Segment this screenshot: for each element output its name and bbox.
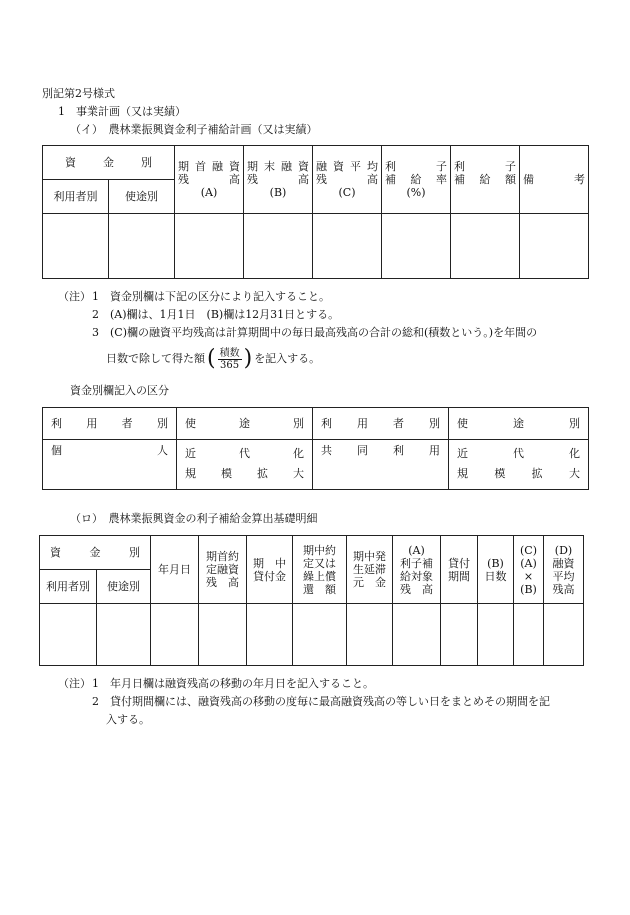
cell-empty[interactable] (43, 214, 109, 279)
cell-empty[interactable] (175, 214, 244, 279)
t3-header-loan-period: 貸付 期間 (441, 536, 478, 604)
cell-empty[interactable] (151, 604, 199, 666)
form-label: 別記第2号様式 (42, 87, 115, 100)
interest-subsidy-plan-table (42, 145, 589, 279)
div-header-riyosha2: 利 用 者 別 (313, 408, 449, 440)
div-individual: 個 人 (43, 440, 177, 490)
notes2-label: （注） (58, 677, 91, 690)
section1-title: 1 事業計画（又は実績） (58, 105, 186, 118)
t3-header-loans: 期 中 貸付金 (247, 536, 293, 604)
notes1-item3: 3 (C)欄の融資平均残高は計算期間中の毎日最高残高の合計の総和(積数という。)を年間の (92, 326, 538, 339)
t3-header-opening-balance: 期首約 定融資 残 高 (199, 536, 247, 604)
header-shikin-betsu: 資 金 別 (43, 146, 175, 180)
t3-header-riyosha-betsu: 利用者別 (40, 570, 97, 604)
cell-empty[interactable] (244, 214, 313, 279)
cell-empty[interactable] (109, 214, 175, 279)
header-col-c: 融資平均 残 高 (C) (313, 146, 382, 214)
cell-empty[interactable] (451, 214, 520, 279)
t3-header-shikin-betsu: 資 金 別 (40, 536, 151, 570)
notes1-item1: 1 資金別欄は下記の区分により記入すること。 (92, 290, 330, 303)
cell-empty[interactable] (382, 214, 451, 279)
t3-header-subsidy-balance: (A) 利子補 給対象 残 高 (393, 536, 441, 604)
notes1-item2: 2 (A)欄は、1月1日 (B)欄は12月31日とする。 (92, 308, 340, 321)
cell-empty[interactable] (544, 604, 584, 666)
t3-header-days: (B) 日数 (478, 536, 514, 604)
cell-empty[interactable] (293, 604, 347, 666)
header-amount: 利 子 補 給 額 (451, 146, 520, 214)
cell-empty[interactable] (347, 604, 393, 666)
div-header-riyosha: 利 用 者 別 (43, 408, 177, 440)
t3-header-product: (C) (A) × (B) (514, 536, 544, 604)
fraction: ( 積数 365 ) (207, 346, 253, 371)
cell-empty[interactable] (478, 604, 514, 666)
div-usage-1: 近 代 化 規 模 拡 大 (177, 440, 313, 490)
t3-header-repayment: 期中約 定又は 繰上償 還 額 (293, 536, 347, 604)
cell-empty[interactable] (520, 214, 589, 279)
cell-empty[interactable] (97, 604, 151, 666)
notes2-item2: 2 貸付期間欄には、融資残高の移動の度毎に最高融資残高の等しい日をまとめその期間を記 (92, 695, 550, 708)
t3-header-avg-balance: (D) 融資 平均 残高 (544, 536, 584, 604)
cell-empty[interactable] (247, 604, 293, 666)
header-riyosha-betsu: 利用者別 (43, 180, 109, 214)
header-remarks: 備 考 (520, 146, 589, 214)
sub2-title: （ロ） 農林業振興資金の利子補給金算出基礎明細 (70, 512, 318, 525)
t3-header-date: 年月日 (151, 536, 199, 604)
cell-empty[interactable] (313, 214, 382, 279)
calculation-detail-table (39, 535, 584, 666)
header-col-a: 期首融資 残 高 (A) (175, 146, 244, 214)
header-rate: 利 子 補 給 率 (%) (382, 146, 451, 214)
division-title: 資金別欄記入の区分 (70, 384, 169, 397)
cell-empty[interactable] (40, 604, 97, 666)
notes2-item1: 1 年月日欄は融資残高の移動の年月日を記入すること。 (92, 677, 374, 690)
div-joint-use: 共 同 利 用 (313, 440, 449, 490)
header-yoto-betsu: 使途別 (109, 180, 175, 214)
t3-header-yoto-betsu: 使途別 (97, 570, 151, 604)
header-col-b: 期末融資 残 高 (B) (244, 146, 313, 214)
cell-empty[interactable] (199, 604, 247, 666)
notes1-item3-cont: 日数で除して得た額 ( 積数 365 ) を記入する。 (106, 346, 321, 371)
cell-empty[interactable] (441, 604, 478, 666)
div-usage-2: 近 代 化 規 模 拡 大 (449, 440, 589, 490)
notes1-label: （注） (58, 290, 91, 303)
t3-header-arrears: 期中発 生延滞 元 金 (347, 536, 393, 604)
notes2-item2-cont: 入する。 (106, 713, 150, 726)
cell-empty[interactable] (514, 604, 544, 666)
sub1-title: （イ） 農林業振興資金利子補給計画（又は実績） (70, 123, 318, 136)
division-table (42, 407, 589, 490)
div-header-yoto: 使 途 別 (177, 408, 313, 440)
div-header-yoto2: 使 途 別 (449, 408, 589, 440)
cell-empty[interactable] (393, 604, 441, 666)
